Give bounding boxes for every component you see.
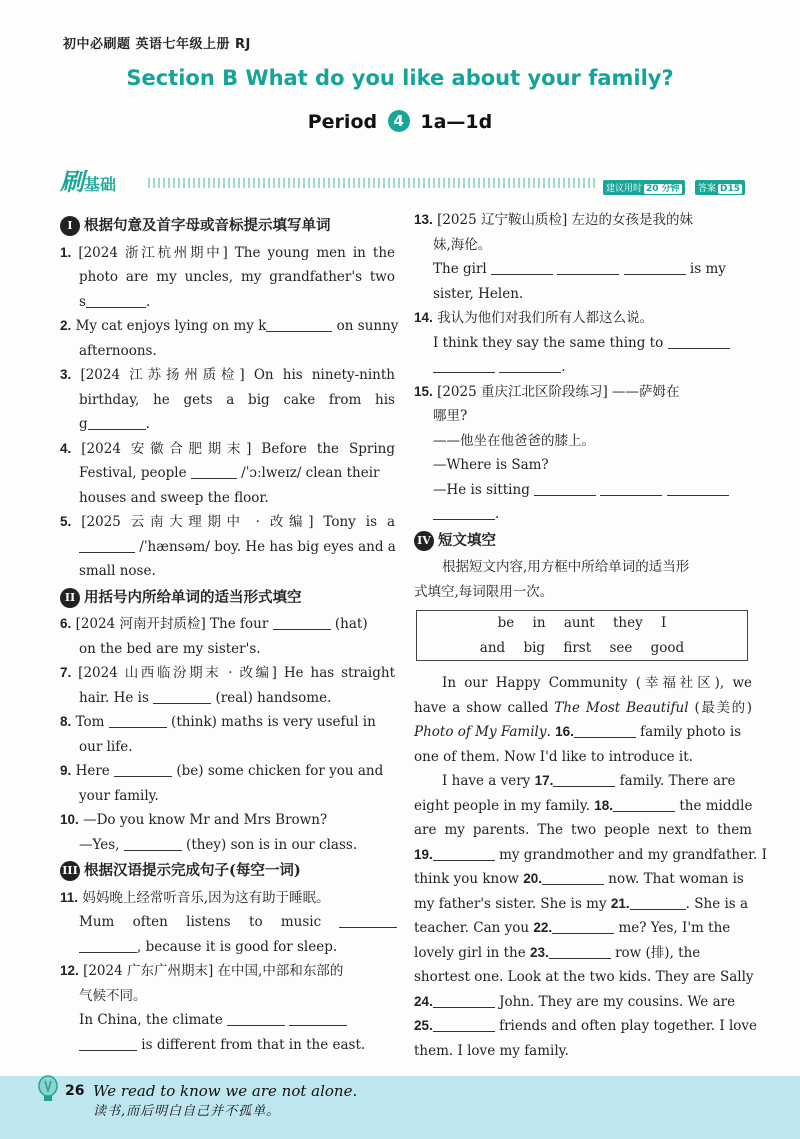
question-6: 6. [2024 河南开封质检] The four (hat) on the bed are my sister's. [60, 616, 368, 657]
practice-heading-big: 刷 [60, 168, 84, 196]
question-4: 4. [2024 安徽合肥期末] Before the Spring Festival, people /ˈɔːlweɪz/ clean their houses and sweep the floor. [60, 440, 396, 506]
question-11: 11. 妈妈晚上经常听音乐,因为这有助于睡眠。 Mum often listens to music , because it is good for sleep. [60, 886, 395, 960]
period-word: Period [307, 111, 378, 133]
question-8: 8. Tom (think) maths is very useful in our life. [60, 714, 376, 755]
question-1: 1. [2024 浙江杭州期中] The young men in the photo are my uncles, my grandfather's two s . [60, 244, 396, 310]
word-box-row-2: and big first see good [479, 639, 685, 656]
lightbulb-icon [36, 1075, 60, 1105]
practice-heading-small: 基础 [84, 175, 117, 194]
answer-page-badge: 答案 D15 [695, 180, 745, 195]
passage-text: In our Happy Community (幸福社区), we have a show called The Most Beautiful (最美的) Photo of My Family. 16. family photo is one of them. Now I'd like to introduce it. I have a very 17. family. There are eight people in my family. 18. the middle are my parents. The two people next to them 19. my grandmother and my grandfather. I think you know 20. now. That woman is my father's sister. She is my 21. . She is a teacher. Can you 22. me? Yes, I'm the lovely girl in the 23. row (排), the shortest one. Look at the two kids. They are Sally 24. John. They are my cousins. We are 25. friends and often play together. I love them. I love my family. [414, 675, 767, 1059]
suggested-time-badge: 建议用时 20 分钟 [603, 180, 685, 195]
section-1-title: I 根据句意及首字母或音标提示填写单词 [60, 214, 395, 239]
period-title [0, 110, 800, 133]
book-header: 初中必刷题 英语七年级上册 RJ [63, 37, 251, 52]
decorative-stripes [148, 178, 598, 188]
question-12: 12. [2024 广东广州期末] 在中国,中部和东部的 气候不同。 In China, the climate is different from that in the east. [60, 963, 366, 1053]
period-number-badge: 4 [388, 110, 410, 132]
page-number: 26 [65, 1083, 85, 1099]
passage-instruction-2: 式填空,每词限用一次。 [414, 583, 554, 600]
question-5: 5. [2025 云南大理期中 · 改编] Tony is a /ˈhænsəm/ boy. He has big eyes and a small nose. [60, 514, 396, 579]
question-7: 7. [2024 山西临汾期末 · 改编] He has straight hair. He is (real) handsome. [60, 665, 395, 706]
practice-heading [60, 162, 116, 197]
question-9: 9. Here (be) some chicken for you and your family. [60, 763, 384, 804]
section-title: Section B What do you like about your family? [126, 66, 674, 90]
passage-instruction-1: 根据短文内容,用方框中所给单词的适当形 [442, 559, 690, 575]
left-column [60, 212, 399, 1057]
question-3: 3. [2024 江苏扬州质检] On his ninety-ninth birthday, he gets a big cake from his g . [60, 367, 395, 432]
word-box-row-1: be in aunt they I [497, 615, 667, 631]
section-4-title: IV 短文填空 [414, 529, 752, 554]
footer-motto-english: We read to know we are not alone. [93, 1082, 358, 1100]
section-3-title: III 根据汉语提示完成句子(每空一词) [60, 859, 395, 884]
section-2-title: II 用括号内所给单词的适当形式填空 [60, 586, 395, 611]
question-13: 13. [2025 辽宁鞍山质检] 左边的女孩是我的妹 妹,海伦。 The girl is my sister, Helen. [414, 212, 726, 302]
question-14: 14. 我认为他们对我们所有人都这么说。 I think they say the same thing to . [414, 306, 752, 380]
question-15: 15. [2025 重庆江北区阶段练习] ——萨姆在 哪里? ——他坐在他爸爸的膝上。 —Where is Sam? —He is sitting . [414, 380, 752, 527]
question-2: 2. My cat enjoys lying on my k on sunny afternoons. [60, 318, 399, 359]
period-range: 1a—1d [420, 111, 493, 133]
question-10: 10. —Do you know Mr and Mrs Brown? —Yes, (they) son is in our class. [60, 812, 358, 853]
footer-motto-chinese: 读书,而后明白自己并不孤单。 [93, 1104, 281, 1119]
word-box [416, 610, 748, 661]
right-column [414, 208, 767, 1063]
